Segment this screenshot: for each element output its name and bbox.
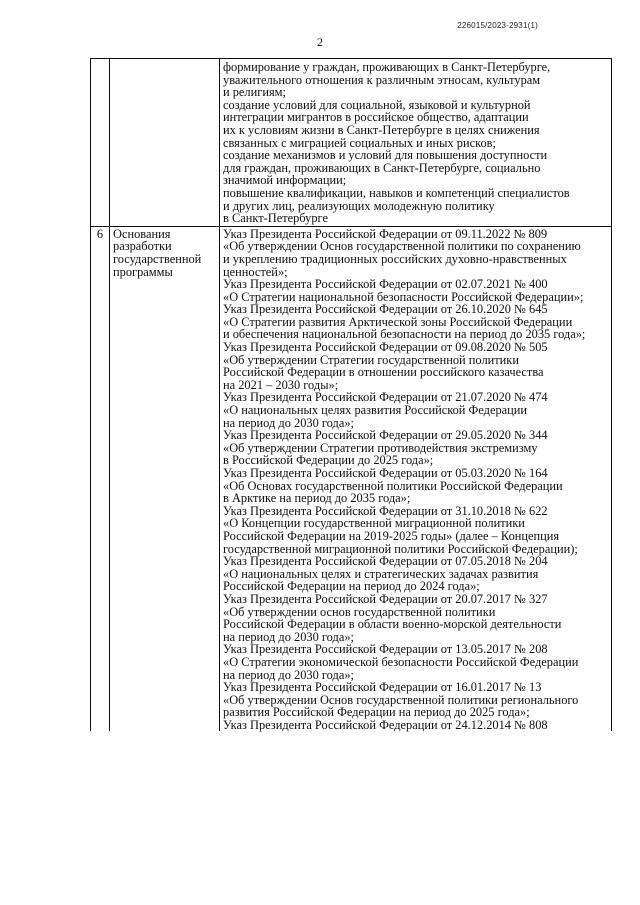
text-line: государственной [113,251,202,266]
text-line: связанных с миграцией социальных и иных рисков; [223,135,496,150]
text-line: Указ Президента Российской Федерации от 09.08.2020 № 505 [223,340,548,355]
text-line: в Санкт-Петербурге [223,211,328,226]
text-line: Указ Президента Российской Федерации от 16.01.2017 № 13 [223,680,542,695]
row-number-cell [91,59,110,227]
row-name-cell [110,59,220,227]
text-line: для граждан, проживающих в Санкт-Петербурге, социально [223,160,541,175]
text-line: повышение квалификации, навыков и компетенций специалистов [223,185,570,200]
text-line: и укреплению традиционных российских духовно-нравственных [223,251,567,266]
text-line: «О Стратегии национальной безопасности Российской Федерации»; [223,289,584,304]
page-number: 2 [317,35,323,49]
row-number-cell: 6 [91,226,110,731]
table-row-continuation [91,59,612,227]
text-line: «О национальных целях развития Российской Федерации [223,403,528,418]
text-line: в Российской Федерации до 2025 года»; [223,453,434,468]
text-line: Указ Президента Российской Федерации от 21.07.2020 № 474 [223,390,548,405]
text-line: Указ Президента Российской Федерации от 29.05.2020 № 344 [223,428,548,443]
text-line: Указ Президента Российской Федерации от 09.11.2022 № 809 [223,226,548,241]
text-line: Указ Президента Российской Федерации от 20.07.2017 № 327 [223,591,548,606]
text-line: Указ Президента Российской Федерации от 07.05.2018 № 204 [223,554,548,569]
text-line: на период до 2030 года»; [223,415,354,430]
text-line: их к условиям жизни в Санкт-Петербурге в целях снижения [223,122,540,137]
row-content-cell [220,226,612,731]
text-line: создание условий для социальной, языковой и культурной [223,97,531,112]
text-line: «О Концепции государственной миграционной политики [223,516,525,531]
text-line: и религиям; [223,85,286,100]
text-line: Российской Федерации на 2019-2025 годы» (далее – Концепция [223,528,560,543]
text-line: государственной миграционной политики Российской Федерации); [223,541,578,556]
text-line: Российской Федерации на период до 2024 года»; [223,579,480,594]
text-line: «Об утверждении Стратегии противодействия экстремизму [223,440,538,455]
text-line: «Об Основах государственной политики Российской Федерации [223,478,563,493]
text-line: значимой информации; [223,173,347,188]
text-line: «О национальных целях и стратегических задачах развития [223,566,539,581]
text-line: на период до 2030 года»; [223,629,354,644]
text-line: «Об утверждении Стратегии государственной политики [223,352,519,367]
text-line: ценностей»; [223,264,288,279]
row-content-cell [220,59,612,227]
text-line: Указ Президента Российской Федерации от 24.12.2014 № 808 [223,717,548,732]
text-line: формирование у граждан, проживающих в Санкт-Петербурге, [223,60,551,74]
text-line: «О Стратегии развития Арктической зоны Российской Федерации [223,314,573,329]
text-line: на 2021 – 2030 годы»; [223,377,339,392]
text-line: Указ Президента Российской Федерации от 31.10.2018 № 622 [223,503,548,518]
text-line: программы [113,264,173,279]
text-line: уважительного отношения к различным этносам, культурам [223,72,541,87]
text-line: и других лиц, реализующих молодежную политику [223,198,495,213]
text-line: разработки [113,239,172,254]
table-row-6 [91,226,612,731]
text-line: Российской Федерации в отношении российского казачества [223,365,544,380]
text-line: Указ Президента Российской Федерации от 26.10.2020 № 645 [223,302,548,317]
text-line: в Арктике на период до 2035 года»; [223,491,411,506]
row-name-cell [110,226,220,731]
text-line: интеграции мигрантов в российское общество, адаптации [223,110,529,125]
text-line: Российской Федерации в области военно-морской деятельности [223,617,562,632]
document-id: 226015/2023-2931(1) [457,21,538,30]
text-line: Указ Президента Российской Федерации от 13.05.2017 № 208 [223,642,548,657]
text-line: «Об утверждении Основ государственной политики по сохранению [223,239,581,254]
text-line: «Об утверждении Основ государственной политики регионального [223,692,579,707]
text-line: «Об утверждении основ государственной политики [223,604,496,619]
text-line: Основания [113,226,171,241]
text-line: развития Российской Федерации на период до 2025 года»; [223,705,530,720]
text-line: Указ Президента Российской Федерации от 05.03.2020 № 164 [223,466,548,480]
text-line: Указ Президента Российской Федерации от 02.07.2021 № 400 [223,277,548,292]
text-line: и обеспечения национальной безопасности на период до 2035 года»; [223,327,586,342]
text-line: создание механизмов и условий для повышения доступности [223,148,548,163]
program-passport-table [90,58,612,731]
text-line: «О Стратегии экономической безопасности Российской Федерации [223,654,579,669]
text-line: на период до 2030 года»; [223,667,354,682]
